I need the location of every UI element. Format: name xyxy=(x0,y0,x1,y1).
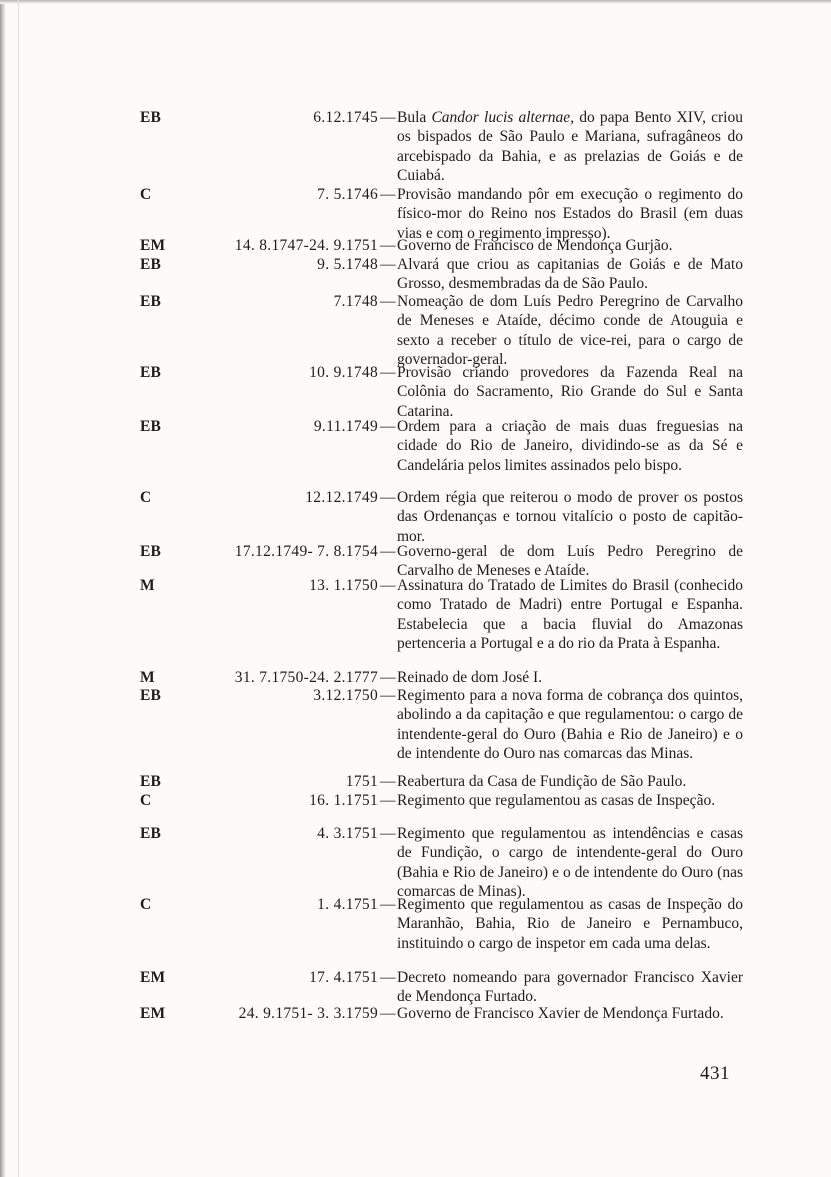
entry-code: EB xyxy=(140,256,162,273)
entry-dash: — xyxy=(380,969,396,986)
entry-description: Ordem para a criação de mais duas freguesias na cidade do Rio de Janeiro, dividindo-se as da Sé e Candelária pelos limites assinados pelo bispo. xyxy=(397,418,743,474)
entry-description: Regimento para a nova forma de cobrança dos quintos, abolindo a da capitação e que regulamentou: o cargo de intendente-geral do Ouro (Bahia e Rio de Janeiro) e o de intendente do Ouro nas comarcas das Minas. xyxy=(397,687,743,762)
entry-dash: — xyxy=(380,1005,396,1022)
entry-dash: — xyxy=(380,669,396,686)
entry-description: Decreto nomeando para governador Francisco Xavier de Mendonça Furtado. xyxy=(397,969,743,1006)
entry-code: EM xyxy=(140,1005,166,1022)
entry-date: 13. 1.1750 xyxy=(309,577,378,594)
entry-text: Bula xyxy=(397,109,432,126)
entry-dash: — xyxy=(380,237,396,254)
entry-code: EB xyxy=(140,773,162,790)
entry-description: Alvará que criou as capitanias de Goiás e de Mato Grosso, desmembradas da de São Paulo. xyxy=(397,256,743,293)
entry-description: Nomeação de dom Luís Pedro Peregrino de Carvalho de Meneses e Ataíde, décimo conde de Atouguia e sexto a receber o título de vice-rei, para o cargo de governador-geral. xyxy=(397,293,743,368)
entry-code: EB xyxy=(140,825,162,842)
entry-code: M xyxy=(140,669,155,686)
entry-date: 14. 8.1747-24. 9.1751 xyxy=(234,237,378,254)
entry-description: Regimento que regulamentou as intendências e casas de Fundição, o cargo de intendente-geral do Ouro (Bahia e Rio de Janeiro) e o de intendente do Ouro (nas comarcas de Minas). xyxy=(397,825,743,900)
page-edge xyxy=(0,0,6,1177)
entry-code: EB xyxy=(140,293,162,310)
entry-italic-title: Candor lucis alternae, xyxy=(431,109,575,126)
entry-description: Reinado de dom José I. xyxy=(397,669,543,686)
entry-date: 24. 9.1751- 3. 3.1759 xyxy=(238,1005,378,1022)
entry-dash: — xyxy=(380,418,396,435)
entry-text-cont: do papa Bento XIV, criou os bispados de São Paulo e Mariana, sufragâneos do arcebispado da Bahia, e as prelazias de Goiás e de Cuiabá. xyxy=(397,109,743,184)
entry-code: EB xyxy=(140,418,162,435)
entry-dash: — xyxy=(380,792,396,809)
entry-date: 1751 xyxy=(345,773,378,790)
entry-dash: — xyxy=(380,109,396,126)
entry-date: 12.12.1749 xyxy=(305,489,378,506)
entry-description: Governo de Francisco de Mendonça Gurjão. xyxy=(397,237,673,254)
entry-date: 17. 4.1751 xyxy=(309,969,378,986)
entry-dash: — xyxy=(380,364,396,381)
entry-code: C xyxy=(140,792,152,809)
entry-code: M xyxy=(140,577,155,594)
entry-code: C xyxy=(140,186,152,203)
entry-description: Governo de Francisco Xavier de Mendonça Furtado. xyxy=(397,1005,724,1022)
entry-code: EM xyxy=(140,237,166,254)
entry-date: 9.11.1749 xyxy=(313,418,378,435)
entry-date: 1. 4.1751 xyxy=(317,896,378,913)
entry-description: Provisão mandando pôr em execução o regimento do físico-mor do Reino nos Estados do Brasil (em duas vias e com o regimento impresso). xyxy=(397,186,743,242)
entry-date: 4. 3.1751 xyxy=(317,825,378,842)
entry-code: C xyxy=(140,489,152,506)
entry-code: EB xyxy=(140,364,162,381)
entry-dash: — xyxy=(380,186,396,203)
entry-description: Ordem régia que reiterou o modo de prover os postos das Ordenanças e tornou vitalício o posto de capitão-mor. xyxy=(397,489,743,545)
entry-code: EB xyxy=(140,109,162,126)
entry-date: 6.12.1745 xyxy=(313,109,378,126)
entry-date: 7.1748 xyxy=(333,293,378,310)
entry-date: 17.12.1749- 7. 8.1754 xyxy=(234,543,378,560)
entry-code: EB xyxy=(140,687,162,704)
entry-code: C xyxy=(140,896,152,913)
entry-code: EB xyxy=(140,543,162,560)
entry-date: 31. 7.1750-24. 2.1777 xyxy=(234,669,378,686)
entry-dash: — xyxy=(380,773,396,790)
entry-description: Regimento que regulamentou as casas de Inspeção do Maranhão, Bahia, Rio de Janeiro e Pernambuco, instituindo o cargo de inspetor em cada uma delas. xyxy=(397,896,743,952)
entry-description: Assinatura do Tratado de Limites do Brasil (conhecido como Tratado de Madri) entre Portugal e Espanha. Estabelecia que a bacia fluvial do Amazonas pertenceria a Portugal e a do rio da Prata à Espanha. xyxy=(397,577,743,652)
entry-date: 7. 5.1746 xyxy=(317,186,378,203)
entry-date: 10. 9.1748 xyxy=(309,364,378,381)
spine-line xyxy=(18,0,19,1177)
entry-dash: — xyxy=(380,543,396,560)
entry-dash: — xyxy=(380,256,396,273)
entry-date: 16. 1.1751 xyxy=(309,792,378,809)
entry-description: Reabertura da Casa de Fundição de São Paulo. xyxy=(397,773,687,790)
entry-dash: — xyxy=(380,687,396,704)
entry-dash: — xyxy=(380,293,396,310)
entry-description: Provisão criando provedores da Fazenda Real na Colônia do Sacramento, Rio Grande do Sul e Santa Catarina. xyxy=(397,364,743,420)
entry-dash: — xyxy=(380,825,396,842)
page-number: 431 xyxy=(700,1063,730,1084)
entry-dash: — xyxy=(380,489,396,506)
entry-date: 3.12.1750 xyxy=(313,687,378,704)
entry-code: EM xyxy=(140,969,166,986)
entry-description xyxy=(397,108,743,185)
entry-description: Regimento que regulamentou as casas de Inspeção. xyxy=(397,792,716,809)
entry-description: Governo-geral de dom Luís Pedro Peregrino de Carvalho de Meneses e Ataíde. xyxy=(397,543,743,580)
entry-dash: — xyxy=(380,577,396,594)
entry-date: 9. 5.1748 xyxy=(317,256,378,273)
page-top-edge xyxy=(0,0,831,4)
entry-dash: — xyxy=(380,896,396,913)
